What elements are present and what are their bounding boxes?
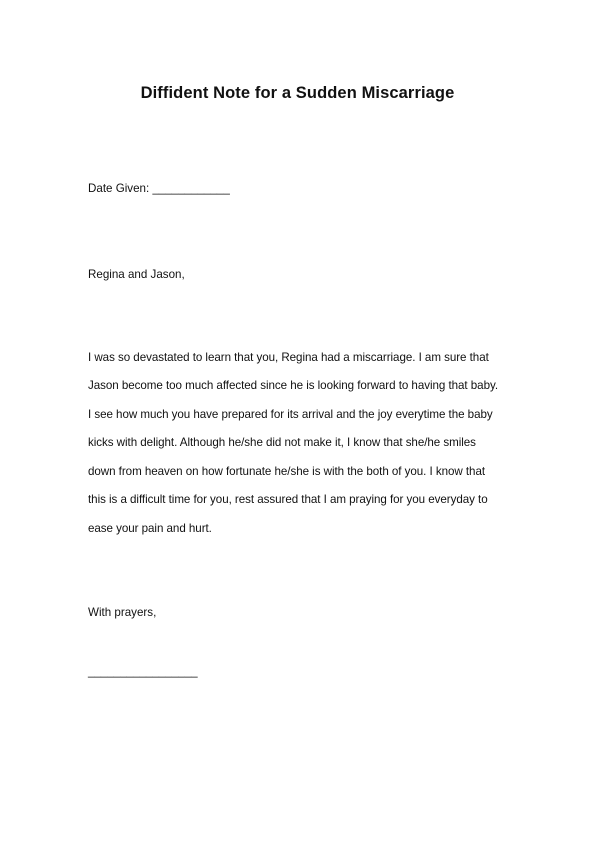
date-given-line: Date Given: ____________ (88, 182, 230, 195)
body-line: this is a difficult time for you, rest assured that I am praying for you everyday to (88, 493, 488, 506)
body-line: Jason become too much affected since he is looking forward to having that baby. (88, 379, 499, 392)
body-line: I see how much you have prepared for its arrival and the joy everytime the baby (88, 408, 493, 421)
closing: With prayers, (88, 606, 157, 619)
body-line: kicks with delight. Although he/she did not make it, I know that she/he smiles (88, 436, 476, 449)
body-line: ease your pain and hurt. (88, 522, 212, 535)
body-line: down from heaven on how fortunate he/she is with the both of you. I know that (88, 465, 486, 478)
body-line: I was so devastated to learn that you, Regina had a miscarriage. I am sure that (88, 351, 489, 364)
page-title: Diffident Note for a Sudden Miscarriage (140, 84, 455, 102)
signature-line: _________________ (88, 665, 198, 678)
salutation: Regina and Jason, (88, 268, 185, 281)
